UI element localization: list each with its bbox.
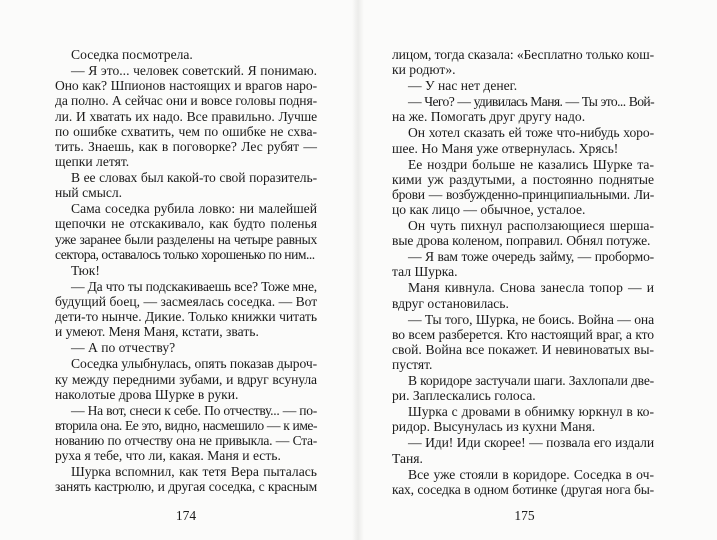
text-line: ли. И хватать их надо. Все правильно. Лучше xyxy=(55,108,317,124)
paragraph xyxy=(55,340,317,355)
text-line: нованию по отчеству она не привыкла. — Ста- xyxy=(55,433,317,449)
text-line: свой. Война все покажет. И невиноватых вы- xyxy=(392,341,654,357)
page-text xyxy=(55,47,317,495)
text-line: дети-то нынче. Дикие. Только книжки читать xyxy=(55,309,318,325)
paragraph xyxy=(392,312,654,373)
right-page xyxy=(364,0,717,540)
paragraph xyxy=(392,94,654,124)
paragraph xyxy=(392,435,654,465)
text-line: щепочки не отскакивало, как будто поленья xyxy=(55,216,317,232)
text-line: Он хотел сказать ей тоже что-нибудь хоро- xyxy=(408,125,654,141)
text-line: Сама соседка рубила ловко: ни малейшей xyxy=(71,201,317,217)
text-line: ки родют». xyxy=(392,62,456,78)
text-line: ках, соседка в одном ботинке (другая нога бы- xyxy=(392,481,654,497)
text-line: — Я вам тоже очередь займу, — пробормо- xyxy=(408,249,654,265)
paragraph xyxy=(55,464,317,494)
text-line: — Да что ты подскакиваешь все? Тоже мне, xyxy=(71,278,317,294)
text-line: наколотые дрова Шурке в руки. xyxy=(55,386,239,402)
text-line: — У нас нет денег. xyxy=(408,78,518,94)
text-line: по ошибке схватить, чем по ошибке не схва- xyxy=(55,123,317,139)
text-line: — На вот, снеси к себе. По отчеству... — по- xyxy=(71,402,317,418)
text-line: шее. Но Маня уже отвернулась. Хрясь! xyxy=(392,140,619,156)
text-line: будущий боец, — засмеялась соседка. — Вот xyxy=(55,293,318,309)
text-line: — Ты того, Шурка, не боись. Война — она xyxy=(408,311,654,327)
paragraph xyxy=(55,403,317,464)
text-line: на же. Помогать друг другу надо. xyxy=(392,109,586,125)
paragraph xyxy=(392,404,654,434)
text-line: и умеют. Меня Маня, кстати, звать. xyxy=(55,324,259,340)
text-line: Шурка с дровами в обнимку юркнул в ко- xyxy=(408,404,654,420)
text-line: сектора, оставалось только хорошенько по ним... xyxy=(55,246,315,262)
paragraph xyxy=(55,356,317,402)
text-line: Таня. xyxy=(392,450,423,466)
paragraph xyxy=(55,201,317,262)
text-line: да полно. А сейчас они и вовсе головы подня- xyxy=(55,93,318,109)
text-line: тить. Знаешь, как в поговорке? Лес рубят — xyxy=(55,138,317,154)
text-line: ридор. Высунулась из кухни Маня. xyxy=(392,419,596,435)
text-line: уже заранее были разделены на четыре равных xyxy=(55,231,317,247)
paragraph xyxy=(392,47,654,77)
text-line: пустят. xyxy=(392,357,433,373)
paragraph xyxy=(392,467,654,497)
text-line: вторила она. Ее это, видно, насмешило — к име- xyxy=(55,417,317,433)
text-line: — Чего? — удивилась Маня. — Ты это... Вой- xyxy=(408,94,654,110)
text-line: В ее словах был какой-то свой поразитель- xyxy=(71,170,317,186)
paragraph xyxy=(392,218,654,248)
text-line: — А по отчеству? xyxy=(71,340,176,356)
paragraph xyxy=(55,170,317,200)
text-line: вдруг остановилась. xyxy=(392,295,509,311)
page-number: 175 xyxy=(514,508,535,523)
page-text xyxy=(392,47,654,498)
text-line: кими уж раздутыми, а постоянно поднятые xyxy=(392,171,654,187)
text-line: руха я тебе, что ли, какая. Маня и есть. xyxy=(55,448,281,464)
paragraph xyxy=(55,63,317,169)
text-line: Ее ноздри больше не казались Шурке та- xyxy=(408,156,654,172)
paragraph xyxy=(392,280,654,310)
text-line: лицом, тогда сказала: «Бесплатно только кош- xyxy=(392,47,654,62)
text-line: вые дрова коленом, поправил. Обнял потуже. xyxy=(392,233,651,249)
paragraph xyxy=(55,47,317,62)
text-line: тал Шурка. xyxy=(392,264,458,280)
paragraph xyxy=(392,78,654,93)
paragraph xyxy=(392,373,654,403)
text-line: — Иди! Иди скорее! — позвала его издали xyxy=(408,435,654,451)
text-line: брови — возбужденно-принципиальными. Ли- xyxy=(392,186,654,202)
text-line: Соседка улыбнулась, опять показав дыроч- xyxy=(71,356,317,372)
text-line: занять кастрюлю, и другая соседка, с красным xyxy=(55,479,317,495)
text-line: Тюк! xyxy=(71,262,100,278)
text-line: цо как лицо — обычное, усталое. xyxy=(392,202,586,218)
text-line: Оно как? Шпионов настоящих и врагов наро- xyxy=(55,78,317,94)
paragraph xyxy=(392,125,654,155)
text-line: — Я это... человек советский. Я понимаю. xyxy=(71,62,317,78)
book-gutter xyxy=(352,0,364,540)
text-line: во всем разберется. Кто настоящий враг, а кто xyxy=(392,326,654,342)
paragraph xyxy=(392,157,654,218)
paragraph xyxy=(55,263,317,278)
text-line: ри. Заплескались голоса. xyxy=(392,388,536,404)
text-line: Маня кивнула. Снова занесла топор — и xyxy=(408,280,654,296)
left-page xyxy=(0,0,352,540)
paragraph xyxy=(392,249,654,279)
text-line: Все уже стояли в коридоре. Соседка в оч- xyxy=(408,466,654,482)
page-number: 174 xyxy=(175,508,197,523)
text-line: В коридоре застучали шаги. Захлопали две- xyxy=(408,373,654,389)
text-line: ку между передними зубами, и вдруг всунула xyxy=(55,371,317,387)
text-line: Соседка посмотрела. xyxy=(71,47,193,62)
text-line: ный смысл. xyxy=(55,185,123,201)
text-line: Он чуть пихнул расползающиеся шерша- xyxy=(408,218,654,234)
text-line: Шурка вспомнил, как тетя Вера пыталась xyxy=(71,464,317,480)
paragraph xyxy=(55,279,317,340)
text-line: щепки летят. xyxy=(55,154,130,170)
